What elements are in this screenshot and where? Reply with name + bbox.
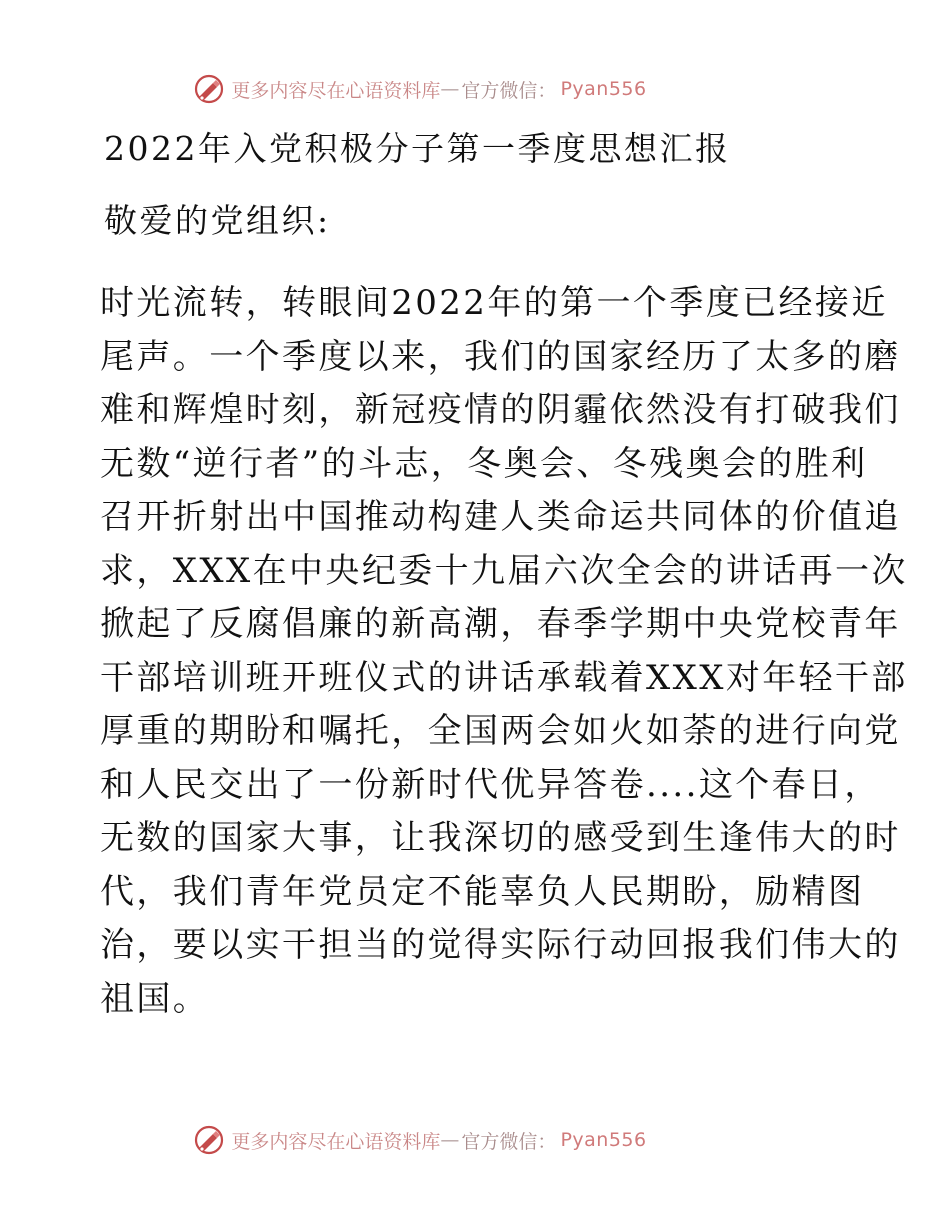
body-line: 干部培训班开班仪式的讲话承载着XXX对年轻干部 bbox=[100, 657, 908, 698]
body-line: 求，XXX在中央纪委十九届六次全会的讲话再一次 bbox=[100, 550, 908, 591]
footer-watermark bbox=[0, 1120, 950, 1160]
watermark-label: 官方微信： bbox=[461, 1130, 557, 1153]
watermark-text: 更多内容尽在心语资料库 bbox=[231, 1130, 441, 1153]
watermark-dash: — bbox=[440, 78, 460, 100]
body-line: 掀起了反腐倡廉的新高潮，春季学期中央党校青年 bbox=[100, 604, 901, 644]
body-line: 代，我们青年党员定不能辜负人民期盼，励精图 bbox=[100, 871, 865, 912]
body-paragraph bbox=[100, 277, 908, 1026]
watermark-dash: — bbox=[440, 1129, 460, 1151]
body-line: 无数“逆行者”的斗志，冬奥会、冬残奥会的胜利 bbox=[100, 443, 868, 484]
body-line: 尾声。一个季度以来，我们的国家经历了太多的磨 bbox=[100, 336, 901, 377]
document-title: 2022年入党积极分子第一季度思想汇报 bbox=[104, 129, 731, 168]
pen-logo-icon bbox=[193, 1124, 225, 1156]
body-line: 难和辉煌时刻，新冠疫情的阴霾依然没有打破我们 bbox=[100, 390, 901, 430]
pen-logo-icon bbox=[193, 73, 225, 105]
body-line: 无数的国家大事，让我深切的感受到生逢伟大的时 bbox=[100, 818, 901, 858]
body-line: 召开折射出中国推动构建人类命运共同体的价值追 bbox=[100, 497, 901, 537]
watermark-text: 更多内容尽在心语资料库 bbox=[231, 79, 441, 102]
body-line: 时光流转，转眼间2022年的第一个季度已经接近 bbox=[100, 283, 888, 323]
watermark-contact: Pyan556 bbox=[560, 1129, 647, 1151]
header-watermark bbox=[0, 69, 950, 109]
body-line: 祖国。 bbox=[100, 978, 210, 1019]
salutation: 敬爱的党组织: bbox=[104, 201, 331, 240]
watermark-contact: Pyan556 bbox=[560, 78, 647, 100]
body-line: 和人民交出了一份新时代优异答卷....这个春日， bbox=[100, 764, 881, 805]
watermark-label: 官方微信： bbox=[461, 79, 557, 102]
body-line: 厚重的期盼和嘱托，全国两会如火如荼的进行向党 bbox=[100, 711, 901, 751]
body-line: 治，要以实干担当的觉得实际行动回报我们伟大的 bbox=[100, 925, 901, 965]
